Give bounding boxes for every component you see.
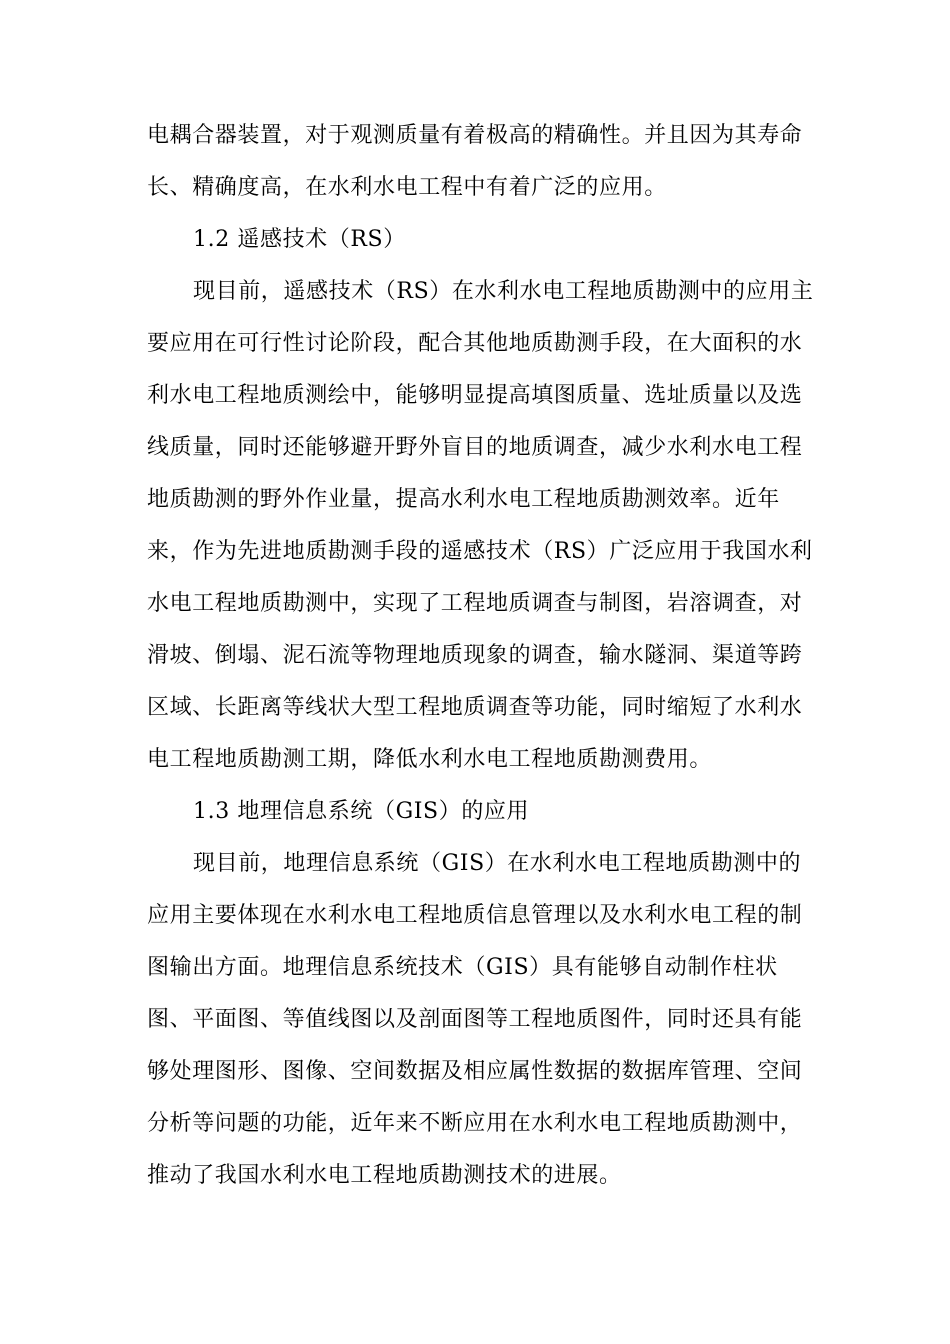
- paragraph-line: 水电工程地质勘测中，实现了工程地质调查与制图，岩溶调查，对: [147, 591, 803, 616]
- paragraph-line: 利水电工程地质测绘中，能够明显提高填图质量、选址质量以及选: [147, 383, 803, 408]
- paragraph-line: 图输出方面。地理信息系统技术（GIS）具有能够自动制作柱状: [147, 955, 778, 980]
- paragraph-line: 滑坡、倒塌、泥石流等物理地质现象的调查，输水隧洞、渠道等跨: [147, 643, 803, 668]
- paragraph-line: 电耦合器装置，对于观测质量有着极高的精确性。并且因为其寿命: [147, 123, 803, 148]
- paragraph-line: 应用主要体现在水利水电工程地质信息管理以及水利水电工程的制: [147, 903, 803, 928]
- paragraph-line: 长、精确度高，在水利水电工程中有着广泛的应用。: [147, 175, 667, 200]
- paragraph-line: 电工程地质勘测工期，降低水利水电工程地质勘测费用。: [147, 747, 713, 772]
- paragraph-line: 分析等问题的功能，近年来不断应用在水利水电工程地质勘测中，: [147, 1111, 803, 1136]
- section-heading: 1.3 地理信息系统（GIS）的应用: [193, 799, 530, 824]
- paragraph-line: 区域、长距离等线状大型工程地质调查等功能，同时缩短了水利水: [147, 695, 803, 720]
- paragraph-line: 推动了我国水利水电工程地质勘测技术的进展。: [147, 1163, 622, 1188]
- paragraph-line: 来，作为先进地质勘测手段的遥感技术（RS）广泛应用于我国水利: [147, 539, 813, 564]
- paragraph-line: 图、平面图、等值线图以及剖面图等工程地质图件，同时还具有能: [147, 1007, 803, 1032]
- section-heading: 1.2 遥感技术（RS）: [193, 227, 406, 252]
- paragraph-line: 现目前，地理信息系统（GIS）在水利水电工程地质勘测中的: [193, 851, 802, 876]
- paragraph-line: 地质勘测的野外作业量，提高水利水电工程地质勘测效率。近年: [147, 487, 780, 512]
- paragraph-line: 现目前，遥感技术（RS）在水利水电工程地质勘测中的应用主: [193, 279, 814, 304]
- paragraph-line: 线质量，同时还能够避开野外盲目的地质调查，减少水利水电工程: [147, 435, 803, 460]
- paragraph-line: 够处理图形、图像、空间数据及相应属性数据的数据库管理、空间: [147, 1059, 803, 1084]
- paragraph-line: 要应用在可行性讨论阶段，配合其他地质勘测手段，在大面积的水: [147, 331, 803, 356]
